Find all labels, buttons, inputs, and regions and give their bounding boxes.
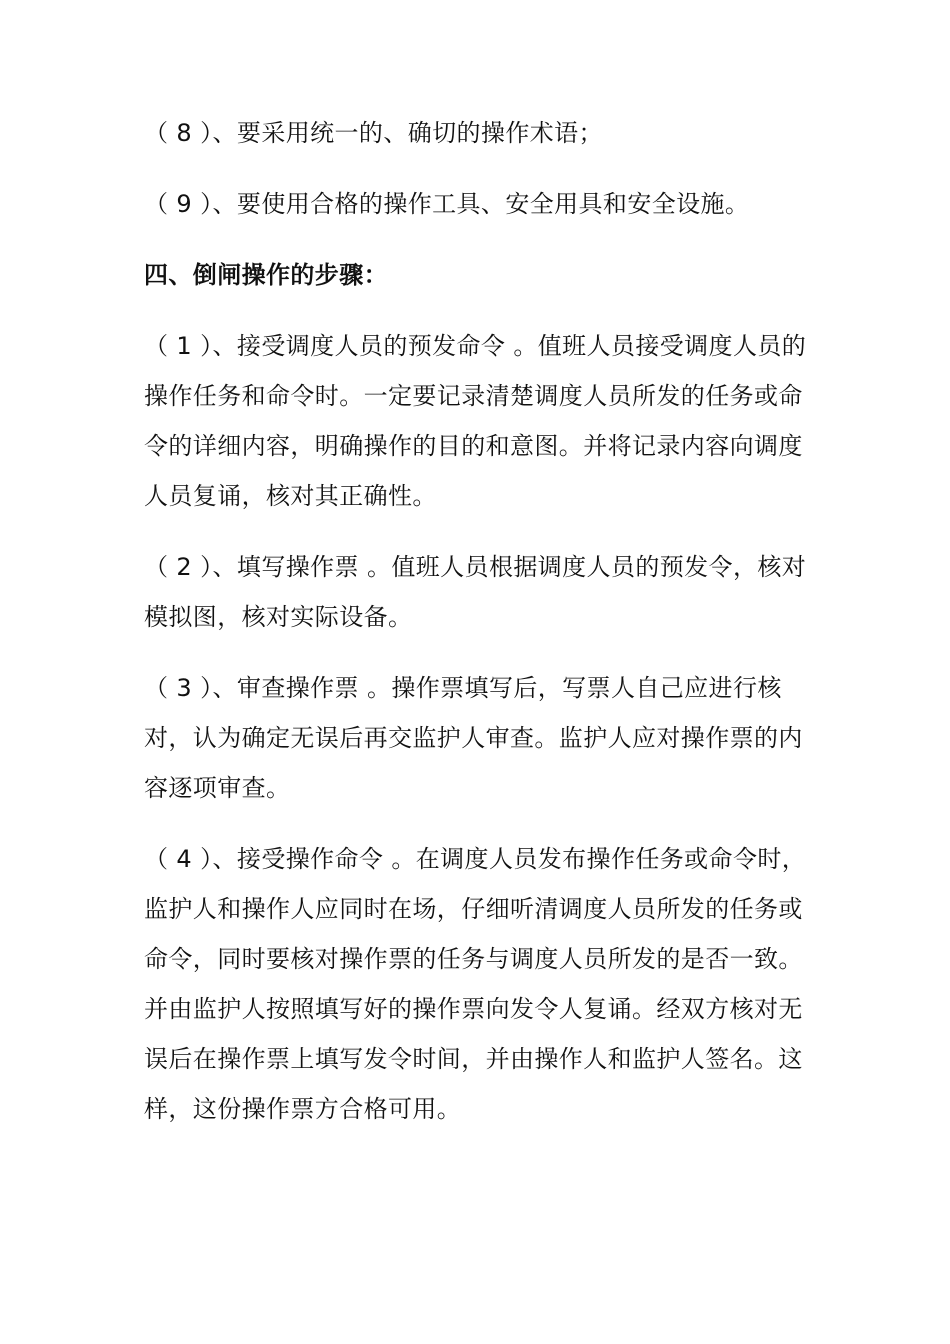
document-page	[144, 108, 812, 1134]
step-3: （ 3 ）、审查操作票 。操作票填写后，写票人自己应进行核对，认为确定无误后再交监护人审查。监护人应对操作票的内容逐项审查。	[144, 674, 803, 802]
step-4: （ 4 ）、接受操作命令 。在调度人员发布操作任务或命令时，监护人和操作人应同时在场，仔细听清调度人员所发的任务或命令，同时要核对操作票的任务与调度人员所发的是否一致。并由监护人按照填写好的操作票向发令人复诵。经双方核对无误后在操作票上填写发令时间，并由操作人和监护人签名。这样，这份操作票方合格可用。	[144, 845, 807, 1123]
section-heading: 四、倒闸操作的步骤：	[144, 261, 388, 289]
item-9: （ 9 ）、要使用合格的操作工具、安全用具和安全设施。	[144, 190, 750, 218]
item-8: （ 8 ）、要采用统一的、确切的操作术语；	[144, 119, 603, 147]
step-2: （ 2 ）、填写操作票 。值班人员根据调度人员的预发令，核对模拟图，核对实际设备。	[144, 553, 807, 631]
step-1: （ 1 ）、接受调度人员的预发命令 。值班人员接受调度人员的操作任务和命令时。一定要记录清楚调度人员所发的任务或命令的详细内容，明确操作的目的和意图。并将记录内容向调度人员复诵，核对其正确性。	[144, 332, 807, 510]
